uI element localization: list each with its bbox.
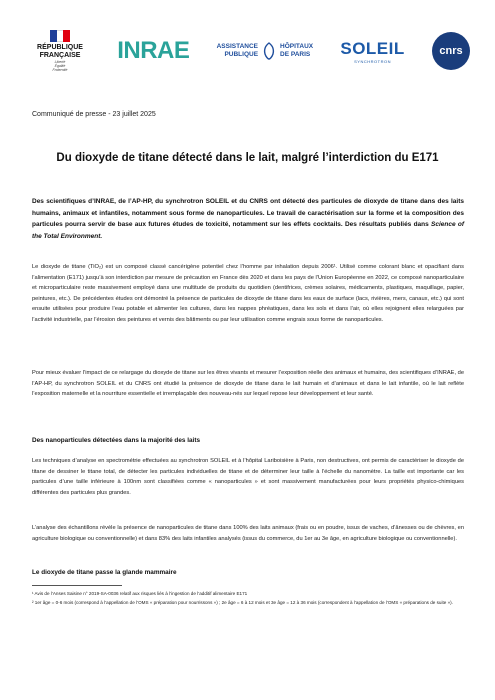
republique-motto3: Fraternité	[52, 68, 68, 72]
aphp-right1: HÔPITAUX	[280, 43, 314, 50]
section-heading-1: Des nanoparticules détectées dans la majorité des laits	[32, 437, 200, 444]
aphp-emblem-icon	[262, 42, 276, 60]
page-title: Du dioxyde de titane détecté dans le lait, malgré l’interdiction du E171	[56, 152, 439, 164]
republique-line2: FRANÇAISE	[39, 52, 81, 59]
footnote-2: ² 1er âge = 0-6 mois (correspond à l’appellation de l’OMS « préparation pour nourrissons ») ; 2e âge = 6 à 12 mois et 3e âge = 12 à 36 mois (correspondent à l’appellation de l’OMS « préparations de suite »).	[32, 600, 453, 605]
soleil-logo	[340, 39, 404, 64]
republique-line1: RÉPUBLIQUE	[37, 44, 83, 51]
partner-logos	[30, 28, 470, 74]
aphp-logo	[217, 42, 314, 60]
soleil-sub: SYNCHROTRON	[354, 58, 391, 64]
republique-francaise-logo	[30, 30, 90, 72]
section-heading-2: Le dioxyde de titane passe la glande mammaire	[32, 569, 177, 576]
aphp-left1: ASSISTANCE	[216, 43, 259, 50]
cnrs-logo: cnrs	[432, 32, 470, 70]
journal-name: Science of the Total Environment.	[32, 221, 464, 240]
republique-motto2: Égalité	[54, 64, 66, 68]
body-paragraph-3: Les techniques d’analyse en spectrométrie effectuées au synchrotron SOLEIL et à l’hôpital Lariboisière à Paris, non destructives, ont permis de caractériser le dioxyde de titane de dessiner le titane total, de détecter les particules individuelles de titane et de déterminer leur taille à l’échelle du nanomètre. La taille est importante car les particules d’une taille inférieure à 100nm sont classifiées comme « nanoparticules » et sont massivement manufacturées pour leurs propriétés physico-chimiques différentes des particules plus grandes.	[32, 458, 464, 496]
lead-text: Des scientifiques d’INRAE, de l’AP-HP, du synchrotron SOLEIL et du CNRS ont détecté des particules de dioxyde de titane dans des laits humains, animaux et infantiles, notamment sous forme de nanoparticules. Le travail de caractérisation sur la forme et la composition des particules pourra servir de base aux futures études de toxicité, notamment sur les effets cocktails. Des résultats publiés dans	[32, 198, 464, 229]
french-flag-icon	[50, 30, 70, 42]
body-paragraph-2: Pour mieux évaluer l’impact de ce relargage du dioxyde de titane sur les êtres vivants et mesurer l’exposition réelle des animaux et humains, des scientifiques d’INRAE, de l’AP-HP, du synchrotron SOLEIL et du CNRS ont étudié la présence de dioxyde de titane dans le lait humain et d’animaux et dans le lait infantile, où le lait reflète l’exposition maternelle et la nourriture essentielle et irremplaçable des nouveau-nés sur lequel repose leur développement et leur santé.	[32, 370, 464, 398]
body-paragraph-1: Le dioxyde de titane (TiO₂) est un composé classé cancérigène potentiel chez l’homme par inhalation depuis 2006¹. Utilisé comme colorant blanc et opacifiant dans l’alimentation (E171) jusqu’à son interdiction par mesure de précaution en France dès 2020 et dans les pays de l’Union Européenne en 2022, ce composé nanoparticulaire et microparticulaire reste massivement employé dans une multitude de produits du quotidien (dentifrices, crèmes solaires, médicaments, plastiques, maquillage, papier, peintures, etc.). De précédentes études ont démontré la présence de particules de dioxyde de titane dans les eaux de surface (lacs, rivières, mers, canaux, etc.) qui sont ensuite utilisées pour produire l’eau potable et alimenter les cultures, dans les nappes phréatiques, dans les sols et dans l’air, où elles rejoignent elles relarguées par l’activité industrielle, par l’érosion des peintures et vernis des bâtiments ou par leur utilisation comme engrais sous forme de nanoparticules.	[32, 264, 464, 323]
body-paragraph-4: L’analyse des échantillons révèle la présence de nanoparticules de titane dans 100% des laits animaux (frais ou en poudre, issus de vaches, d’ânesses ou de chèvres, en agriculture biologique ou conventionnelle) et dans 83% des laits infantiles analysés (issus du commerce, du 1er au 3e âge, en agriculture biologique ou conventionnelle).	[32, 525, 464, 542]
inrae-logo: INRAE	[117, 37, 190, 64]
soleil-main: SOLEIL	[340, 38, 405, 58]
aphp-right2: DE PARIS	[280, 51, 311, 58]
republique-motto1: Liberté	[54, 60, 66, 64]
footnote-divider	[32, 585, 122, 586]
footnote-1: ¹ Avis de l’Anses Saisine n° 2019-SA-0036 relatif aux risques liés à l’ingestion de l’additif alimentaire E171	[32, 591, 248, 596]
press-release-date: Communiqué de presse - 23 juillet 2025	[32, 111, 156, 118]
lead-paragraph	[32, 196, 464, 242]
aphp-left2: PUBLIQUE	[224, 51, 259, 58]
